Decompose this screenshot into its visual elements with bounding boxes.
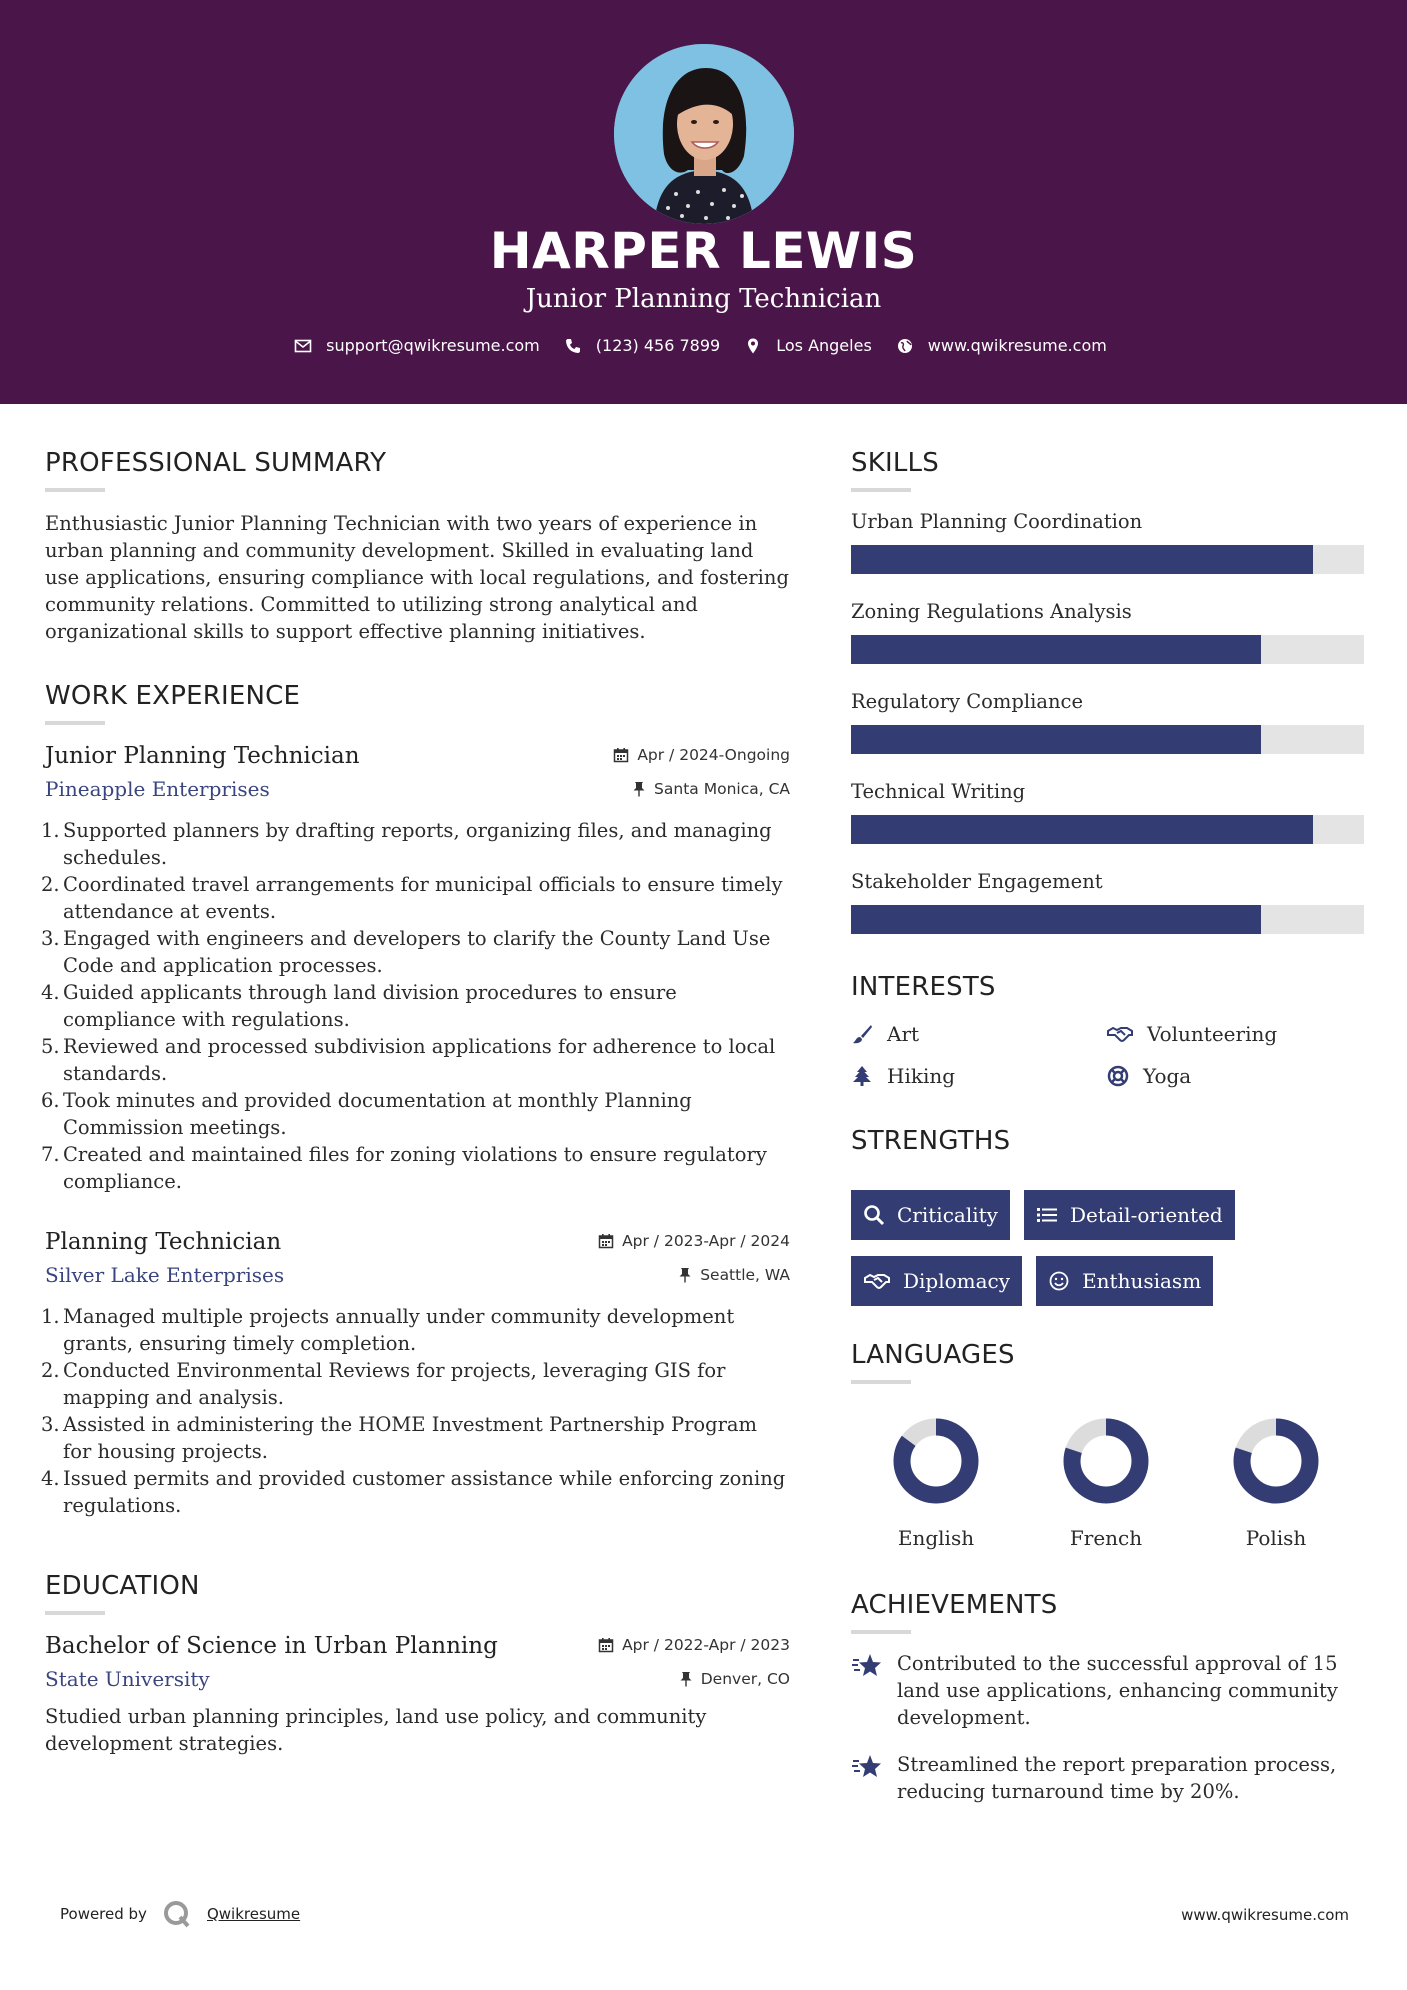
skill-name: Technical Writing [851, 780, 1026, 803]
strength-chip-enthusiasm [1036, 1256, 1213, 1306]
handshake-icon [863, 1270, 891, 1292]
star-badge-icon [851, 1652, 883, 1680]
list-icon [1036, 1204, 1058, 1226]
education-section [45, 1571, 790, 1757]
interest-item-hiking [851, 1064, 1107, 1088]
skill-bar-fill [851, 635, 1261, 664]
strength-label: Diplomacy [903, 1269, 1011, 1293]
contact-website[interactable] [896, 336, 1107, 355]
skill-bar-fill [851, 905, 1261, 934]
heading-underline [45, 1611, 105, 1615]
list-item: 3. Engaged with engineers and developers to clarify the County Land Use Code and application processes. [41, 927, 771, 977]
skill-name: Urban Planning Coordination [851, 510, 1143, 533]
list-item: 3. Assisted in administering the HOME Investment Partnership Program for housing projects. [41, 1413, 758, 1463]
contact-email-text: support@qwikresume.com [326, 336, 540, 355]
right-column [851, 448, 1364, 1805]
summary-section [45, 448, 790, 645]
education-entry [45, 1633, 790, 1757]
list-item: 7. Created and maintained files for zoning violations to ensure regulatory compliance. [41, 1143, 767, 1193]
paintbrush-icon [851, 1023, 873, 1045]
map-marker-icon [744, 337, 762, 355]
contact-location-text: Los Angeles [776, 336, 872, 355]
language-item [1191, 1418, 1361, 1550]
list-item: 2. Coordinated travel arrangements for municipal officials to ensure timely attendance at events. [41, 873, 783, 923]
heading-underline [851, 1380, 911, 1384]
achievement-item [851, 1751, 1364, 1805]
language-item [1021, 1418, 1191, 1550]
qwikresume-logo-icon [161, 1898, 193, 1930]
experience-section [41, 681, 790, 1519]
education-heading: EDUCATION [45, 1571, 200, 1601]
job-dates [613, 746, 790, 764]
skill-bar-fill [851, 725, 1261, 754]
strength-chip-diplomacy [851, 1256, 1022, 1306]
contact-website-text: www.qwikresume.com [927, 336, 1107, 355]
skills-heading: SKILLS [851, 448, 939, 478]
strength-label: Detail-oriented [1069, 1203, 1223, 1227]
degree-name: Bachelor of Science in Urban Planning [45, 1633, 498, 1659]
strengths-heading: STRENGTHS [851, 1126, 1011, 1156]
candidate-title: Junior Planning Technician [525, 284, 882, 314]
calendar-icon [598, 1233, 614, 1249]
resume-header [0, 0, 1407, 404]
interest-label: Art [887, 1022, 920, 1046]
language-name: English [897, 1526, 975, 1550]
language-level-donut [893, 1418, 979, 1504]
contact-phone-text: (123) 456 7899 [595, 336, 721, 355]
heading-underline [45, 488, 105, 492]
education-dates-text: Apr / 2022-Apr / 2023 [622, 1636, 790, 1654]
strength-chip-detail-oriented [1024, 1190, 1235, 1240]
job-entry [41, 743, 790, 1195]
skill-item [851, 600, 1364, 664]
education-description: Studied urban planning principles, land use policy, and community development strategies. [45, 1705, 707, 1755]
skill-item [851, 690, 1364, 754]
star-badge-icon [851, 1753, 883, 1781]
company-name: Silver Lake Enterprises [45, 1263, 285, 1287]
skill-item [851, 870, 1364, 934]
pushpin-icon [632, 781, 646, 797]
search-icon [863, 1204, 885, 1226]
heading-underline [45, 721, 105, 725]
company-name: Pineapple Enterprises [45, 777, 270, 801]
skill-name: Zoning Regulations Analysis [851, 600, 1132, 623]
language-name: French [1069, 1526, 1143, 1550]
heading-underline [851, 1630, 911, 1634]
job-dates-text: Apr / 2023-Apr / 2024 [622, 1232, 790, 1250]
skill-name: Stakeholder Engagement [851, 870, 1103, 893]
calendar-icon [613, 747, 629, 763]
skill-bar-track [851, 725, 1364, 754]
contact-email[interactable] [294, 336, 540, 355]
achievement-item [851, 1650, 1364, 1731]
list-item: 1. Managed multiple projects annually under community development grants, ensuring timely completion. [41, 1305, 735, 1355]
skill-item [851, 780, 1364, 844]
list-item: 2. Conducted Environmental Reviews for projects, leveraging GIS for mapping and analysis. [41, 1359, 726, 1409]
job-entry [41, 1229, 790, 1519]
languages-heading: LANGUAGES [851, 1340, 1015, 1370]
duty-list [41, 817, 790, 1195]
interests-heading: INTERESTS [851, 972, 996, 1002]
list-item: 4. Issued permits and provided customer assistance while enforcing zoning regulations. [41, 1467, 786, 1517]
brand-link[interactable]: Qwikresume [206, 1905, 301, 1923]
interests-section [851, 972, 1364, 1088]
pushpin-icon [678, 1267, 692, 1283]
duty-list [41, 1303, 790, 1519]
smile-icon [1048, 1270, 1070, 1292]
summary-heading: PROFESSIONAL SUMMARY [45, 448, 387, 478]
interest-item-volunteering [1107, 1022, 1363, 1046]
footer-url[interactable]: www.qwikresume.com [1181, 1906, 1349, 1924]
strengths-section [851, 1126, 1364, 1306]
interest-label: Hiking [887, 1064, 956, 1088]
job-location-text: Santa Monica, CA [654, 780, 790, 798]
job-location [632, 780, 790, 798]
experience-heading: WORK EXPERIENCE [45, 681, 301, 711]
education-location-text: Denver, CO [700, 1670, 790, 1688]
contact-location [744, 336, 872, 355]
pushpin-icon [679, 1671, 693, 1687]
achievements-heading: ACHIEVEMENTS [851, 1590, 1058, 1620]
list-item: 6. Took minutes and provided documentation at monthly Planning Commission meetings. [41, 1089, 692, 1139]
languages-section [851, 1340, 1364, 1550]
globe-icon [896, 337, 914, 355]
strength-chip-criticality [851, 1190, 1010, 1240]
language-level-donut [1063, 1418, 1149, 1504]
profile-photo [614, 44, 794, 224]
interest-label: Volunteering [1147, 1022, 1278, 1046]
job-location [678, 1266, 790, 1284]
list-item: 5. Reviewed and processed subdivision applications for adherence to local standards. [41, 1035, 776, 1085]
skill-bar-track [851, 815, 1364, 844]
achievement-text: Contributed to the successful approval of 15 land use applications, enhancing community development. [897, 1652, 1338, 1729]
envelope-icon [294, 337, 312, 355]
education-dates [598, 1636, 790, 1654]
list-item: 4. Guided applicants through land division procedures to ensure compliance with regulations. [41, 981, 677, 1031]
skill-item [851, 510, 1364, 574]
skill-bar-track [851, 545, 1364, 574]
education-location [679, 1670, 790, 1688]
job-dates-text: Apr / 2024-Ongoing [637, 746, 790, 764]
heading-underline [851, 488, 911, 492]
language-item [851, 1418, 1021, 1550]
powered-by-label: Powered by [60, 1905, 147, 1923]
contact-bar [0, 336, 1407, 355]
lifebuoy-icon [1107, 1065, 1129, 1087]
left-column [41, 448, 790, 1757]
interest-item-art [851, 1022, 1107, 1046]
skill-bar-fill [851, 815, 1313, 844]
skill-name: Regulatory Compliance [851, 690, 1083, 713]
candidate-name: HARPER LEWIS [489, 222, 918, 280]
job-role: Planning Technician [45, 1229, 282, 1255]
handshake-icon [1107, 1023, 1133, 1045]
contact-phone[interactable] [564, 336, 720, 355]
summary-text: Enthusiastic Junior Planning Technician with two years of experience in urban planning and community development. Skilled in evaluating land use applications, ensuring compliance with local regulations, and fostering community relations. Committed to utilizing strong analytical and organizational skills to support effective planning initiatives. [45, 512, 789, 643]
language-level-donut [1233, 1418, 1319, 1504]
language-name: Polish [1245, 1526, 1307, 1550]
achievement-text: Streamlined the report preparation process, reducing turnaround time by 20%. [897, 1753, 1337, 1803]
strength-label: Criticality [897, 1203, 998, 1227]
interest-item-yoga [1107, 1064, 1363, 1088]
skill-bar-track [851, 905, 1364, 934]
interest-label: Yoga [1143, 1064, 1192, 1088]
school-name: State University [45, 1667, 210, 1691]
footer-branding [60, 1898, 300, 1930]
achievements-section [851, 1590, 1364, 1805]
skill-bar-fill [851, 545, 1313, 574]
list-item: 1. Supported planners by drafting reports, organizing files, and managing schedules. [41, 819, 772, 869]
job-dates [598, 1232, 790, 1250]
job-location-text: Seattle, WA [700, 1266, 790, 1284]
job-role: Junior Planning Technician [45, 743, 360, 769]
tree-icon [851, 1065, 873, 1087]
phone-icon [564, 337, 582, 355]
strength-label: Enthusiasm [1082, 1269, 1202, 1293]
skill-bar-track [851, 635, 1364, 664]
skills-section [851, 448, 1364, 934]
calendar-icon [598, 1637, 614, 1653]
